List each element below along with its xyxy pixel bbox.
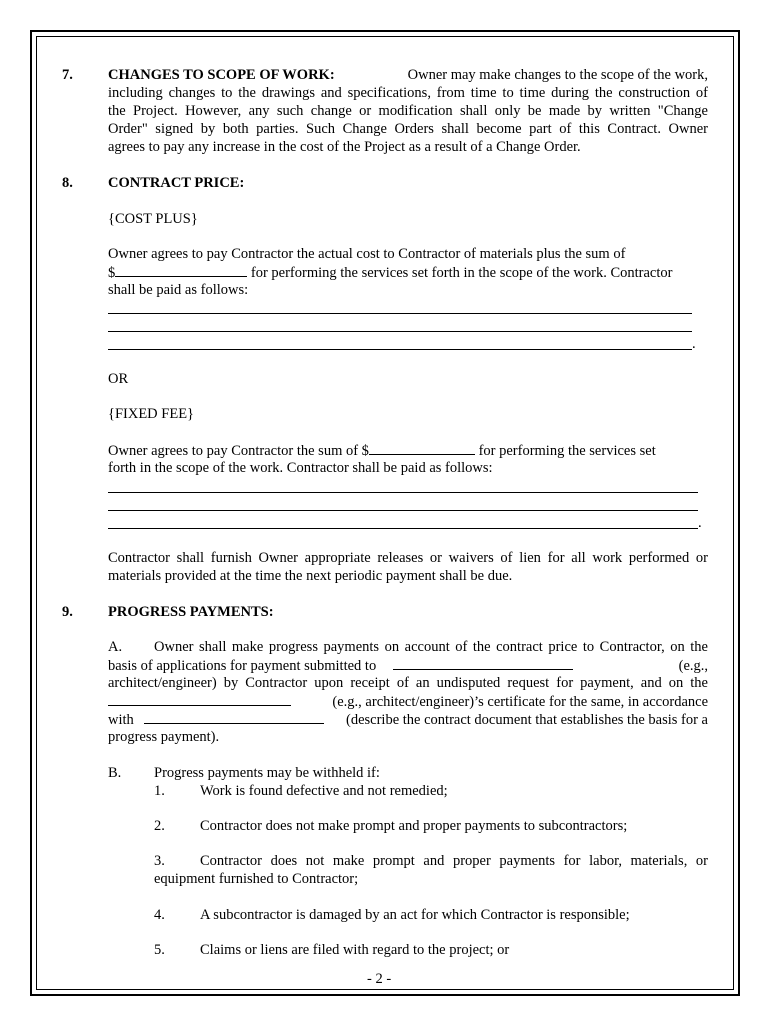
submitted-to-blank[interactable] xyxy=(393,656,573,670)
cost-plus-line-2 xyxy=(108,263,672,282)
subsection-a-line-1: Owner shall make progress payments on account of the contract price to Contractor, on the xyxy=(154,639,708,655)
fixed-fee-amount-blank[interactable] xyxy=(369,441,475,455)
subsection-a-line-4-tail: (e.g., architect/engineer)’s certificate for the same, in accordance xyxy=(332,694,708,710)
cost-plus-line-3: shall be paid as follows: xyxy=(108,282,249,298)
subsection-a-label: A. xyxy=(108,639,123,655)
cost-plus-dollar-sign: $ xyxy=(108,265,116,281)
list-item-text: Claims or liens are filed with regard to the project; or xyxy=(200,942,510,958)
fixed-fee-line-1-head: Owner agrees to pay Contractor the sum of $ xyxy=(108,443,369,459)
list-item-number: 2. xyxy=(154,818,165,834)
fixed-fee-payment-line-2[interactable] xyxy=(108,510,698,511)
fixed-fee-line-1-tail: for performing the services set xyxy=(478,443,656,459)
list-item-text: Contractor does not make prompt and proper payments for labor, materials, or xyxy=(200,853,708,869)
section-7-number: 7. xyxy=(62,67,73,83)
subsection-a-line-2-head: basis of applications for payment submitted to xyxy=(108,658,377,674)
subsection-a-line-4 xyxy=(108,692,708,711)
cost-plus-payment-line-3[interactable] xyxy=(108,349,692,350)
subsection-a-line-6: progress payment). xyxy=(108,729,220,745)
subsection-a-line-2 xyxy=(108,656,708,675)
or-label: OR xyxy=(108,371,129,387)
subsection-a-line-5-tail: (describe the contract document that establishes the basis for a xyxy=(346,712,708,728)
cost-plus-payment-line-1[interactable] xyxy=(108,313,692,314)
subsection-a-line-2-tail: (e.g., xyxy=(678,658,708,674)
section-8-number: 8. xyxy=(62,175,73,191)
list-item-text-continued: equipment furnished to Contractor; xyxy=(154,871,359,887)
page-number: - 2 - xyxy=(367,971,392,987)
fixed-fee-period: . xyxy=(698,515,702,531)
lien-line-2: materials provided at the time the next periodic payment shall be due. xyxy=(108,568,513,584)
section-8-heading: CONTRACT PRICE: xyxy=(108,175,245,191)
list-item-number: 4. xyxy=(154,907,165,923)
section-7-heading: CHANGES TO SCOPE OF WORK: xyxy=(108,67,335,83)
subsection-a-line-3: architect/engineer) by Contractor upon receipt of an undisputed request for payment, and on the xyxy=(108,675,708,691)
subsection-a-line-5 xyxy=(108,710,708,729)
section-7-line-4: Order" signed by both parties. Such Change Orders shall become part of this Contract. Owner xyxy=(108,121,708,137)
fixed-fee-payment-line-3[interactable] xyxy=(108,528,698,529)
cost-plus-payment-line-2[interactable] xyxy=(108,331,692,332)
section-7-line-1-tail: Owner may make changes to the scope of the work, xyxy=(407,67,708,83)
list-item-number: 1. xyxy=(154,783,165,799)
section-7-line-2: including changes to the drawings and specifications, from time to time during the construction of xyxy=(108,85,708,101)
fixed-fee-payment-line-1[interactable] xyxy=(108,492,698,493)
section-7-line-5: agrees to pay any increase in the cost of the Project as a result of a Change Order. xyxy=(108,139,581,155)
subsection-b-intro: Progress payments may be withheld if: xyxy=(154,765,380,781)
subsection-a-line-5-head: with xyxy=(108,712,134,728)
list-item-text: Work is found defective and not remedied; xyxy=(200,783,448,799)
section-7-line-3: the Project. However, any such change or modification shall only be made by written "Change xyxy=(108,103,708,119)
list-item-text: A subcontractor is damaged by an act for which Contractor is responsible; xyxy=(200,907,630,923)
certificate-party-blank[interactable] xyxy=(108,692,291,706)
cost-plus-line-1: Owner agrees to pay Contractor the actual cost to Contractor of materials plus the sum of xyxy=(108,246,626,262)
section-7-line-1 xyxy=(108,66,708,84)
section-9-number: 9. xyxy=(62,604,73,620)
cost-plus-amount-blank[interactable] xyxy=(115,263,247,277)
section-9-heading: PROGRESS PAYMENTS: xyxy=(108,604,274,620)
cost-plus-line-2-tail: for performing the services set forth in the scope of the work. Contractor xyxy=(250,265,673,281)
cost-plus-label: {COST PLUS} xyxy=(108,211,198,227)
fixed-fee-label: {FIXED FEE} xyxy=(108,406,195,422)
list-item-number: 5. xyxy=(154,942,165,958)
fixed-fee-line-2: forth in the scope of the work. Contractor shall be paid as follows: xyxy=(108,460,493,476)
lien-line-1: Contractor shall furnish Owner appropriate releases or waivers of lien for all work performed or xyxy=(108,550,708,566)
list-item-number: 3. xyxy=(154,853,165,869)
cost-plus-period: . xyxy=(692,336,696,352)
subsection-b-label: B. xyxy=(108,765,122,781)
fixed-fee-line-1 xyxy=(108,441,656,460)
contract-document-blank[interactable] xyxy=(144,710,324,724)
list-item-text: Contractor does not make prompt and proper payments to subcontractors; xyxy=(200,818,628,834)
